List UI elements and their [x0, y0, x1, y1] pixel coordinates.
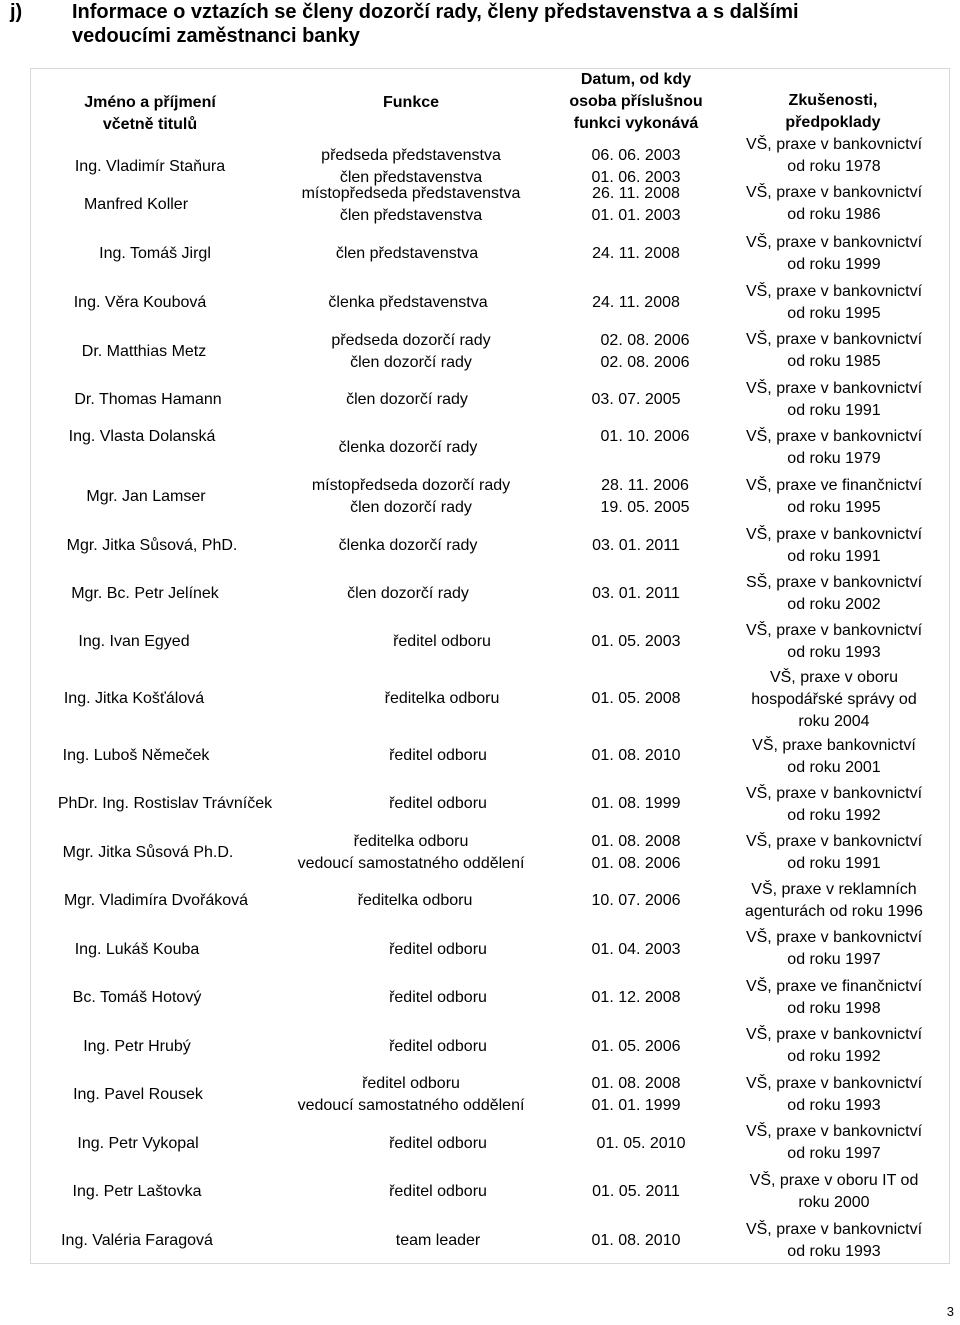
- experience-line: od roku 1997: [787, 1145, 881, 1162]
- row-function: ředitel odboru: [389, 989, 487, 1006]
- experience-line: od roku 1979: [787, 450, 881, 467]
- row-function: člen dozorčí rady: [347, 585, 469, 602]
- experience-line: VŠ, praxe v bankovnictví: [745, 428, 923, 445]
- row-name: Ing. Petr Laštovka: [72, 1183, 202, 1200]
- row-function: členka dozorčí rady: [338, 439, 478, 456]
- experience-line: od roku 1993: [787, 1097, 881, 1114]
- row-date: 01. 12. 2008: [591, 989, 681, 1006]
- row-function: předseda dozorčí rady: [331, 332, 491, 349]
- row-date: 03. 01. 2011: [592, 585, 680, 602]
- row-date: 26. 11. 2008: [592, 185, 680, 202]
- row-date: 03. 01. 2011: [592, 537, 680, 554]
- row-date-secondary: 01. 06. 2003: [591, 169, 681, 186]
- row-function: ředitelka odboru: [357, 892, 473, 909]
- row-function-secondary: člen představenstva: [339, 207, 483, 224]
- experience-line: VŠ, praxe v bankovnictví: [745, 184, 923, 201]
- experience-line: VŠ, praxe ve finančnictví: [745, 978, 923, 995]
- experience-line: VŠ, praxe v bankovnictví: [745, 1221, 923, 1238]
- section-heading-line1: Informace o vztazích se členy dozorčí rady, členy představenstva a s dalšími: [72, 1, 799, 23]
- row-date: 01. 08. 2008: [591, 1075, 681, 1092]
- row-name: Manfred Koller: [83, 196, 189, 213]
- row-date: 06. 06. 2003: [591, 147, 681, 164]
- experience-line: od roku 1991: [787, 402, 881, 419]
- row-date: 01. 05. 2010: [596, 1135, 686, 1152]
- row-date: 10. 07. 2006: [591, 892, 681, 909]
- experience-line: od roku 1985: [787, 353, 881, 370]
- row-name: Ing. Petr Vykopal: [77, 1135, 199, 1152]
- row-name: PhDr. Ing. Rostislav Trávníček: [57, 795, 273, 812]
- row-name: Mgr. Jitka Sůsová Ph.D.: [62, 844, 234, 861]
- header-experience-line2: předpoklady: [785, 114, 881, 131]
- experience-line: VŠ, praxe v oboru IT od: [749, 1172, 919, 1189]
- experience-line: VŠ, praxe v bankovnictví: [745, 1026, 923, 1043]
- row-date: 01. 08. 2010: [591, 1232, 681, 1249]
- experience-line: VŠ, praxe v bankovnictví: [745, 331, 923, 348]
- header-date-line3: funkci vykonává: [573, 115, 699, 132]
- row-date: 02. 08. 2006: [600, 332, 690, 349]
- row-function: ředitel odboru: [362, 1075, 460, 1092]
- row-function-secondary: člen dozorčí rady: [350, 499, 472, 516]
- row-function: team leader: [395, 1232, 481, 1249]
- experience-line: VŠ, praxe v bankovnictví: [745, 1123, 923, 1140]
- experience-line: agenturách od roku 1996: [745, 903, 923, 920]
- row-date: 01. 05. 2011: [592, 1183, 680, 1200]
- experience-line: od roku 1991: [787, 855, 881, 872]
- experience-line: od roku 1992: [787, 807, 881, 824]
- header-date-line1: Datum, od kdy: [580, 71, 692, 88]
- row-function: předseda představenstva: [321, 147, 501, 164]
- experience-line: od roku 1991: [787, 548, 881, 565]
- row-function-secondary: člen dozorčí rady: [350, 354, 472, 371]
- row-name: Bc. Tomáš Hotový: [72, 989, 202, 1006]
- row-function: ředitelka odboru: [353, 833, 469, 850]
- row-name: Ing. Ivan Egyed: [78, 633, 190, 650]
- header-date: [569, 69, 702, 135]
- row-function-secondary: člen představenstva: [339, 169, 483, 186]
- row-name: Ing. Tomáš Jirgl: [99, 245, 211, 262]
- row-name: Ing. Věra Koubová: [73, 294, 207, 311]
- row-date: 03. 07. 2005: [591, 391, 681, 408]
- experience-line: od roku 1999: [787, 256, 881, 273]
- row-date: 24. 11. 2008: [592, 294, 680, 311]
- experience-line: roku 2004: [798, 713, 870, 730]
- experience-line: VŠ, praxe v oboru: [769, 669, 899, 686]
- experience-line: VŠ, praxe v bankovnictví: [745, 622, 923, 639]
- row-name: Mgr. Jitka Sůsová, PhD.: [66, 537, 238, 554]
- row-name: Mgr. Jan Lamser: [86, 488, 206, 505]
- row-function: člen dozorčí rady: [346, 391, 468, 408]
- experience-line: od roku 1995: [787, 305, 881, 322]
- header-name-line2: včetně titulů: [102, 116, 198, 133]
- experience-line: od roku 2002: [787, 596, 881, 613]
- header-experience-line1: Zkušenosti,: [788, 92, 878, 109]
- experience-line: od roku 1986: [787, 206, 881, 223]
- experience-line: od roku 1998: [787, 1000, 881, 1017]
- experience-line: VŠ, praxe v bankovnictví: [745, 234, 923, 251]
- experience-line: od roku 1992: [787, 1048, 881, 1065]
- row-name: Dr. Matthias Metz: [81, 343, 207, 360]
- row-date-secondary: 02. 08. 2006: [600, 354, 690, 371]
- row-name: Ing. Petr Hrubý: [83, 1038, 191, 1055]
- experience-line: od roku 2001: [787, 759, 881, 776]
- header-name-line1: Jméno a příjmení: [84, 94, 216, 111]
- row-name: Ing. Pavel Rousek: [73, 1086, 203, 1103]
- experience-line: VŠ, praxe v bankovnictví: [745, 785, 923, 802]
- row-name: Ing. Vladimír Staňura: [74, 158, 226, 175]
- experience-line: VŠ, praxe bankovnictví: [752, 737, 916, 754]
- experience-line: VŠ, praxe v bankovnictví: [745, 1075, 923, 1092]
- experience-line: SŠ, praxe v bankovnictví: [745, 574, 923, 591]
- row-name: Ing. Lukáš Kouba: [74, 941, 200, 958]
- section-heading-line2: vedoucími zaměstnanci banky: [72, 25, 360, 47]
- row-function: členka dozorčí rady: [338, 537, 478, 554]
- row-name: Mgr. Bc. Petr Jelínek: [71, 585, 219, 602]
- row-function: člen představenstva: [335, 245, 479, 262]
- row-function: ředitel odboru: [389, 795, 487, 812]
- row-function: místopředseda dozorčí rady: [311, 477, 511, 494]
- header-name: [84, 92, 216, 136]
- experience-line: VŠ, praxe v bankovnictví: [745, 136, 923, 153]
- row-function: ředitelka odboru: [384, 690, 500, 707]
- experience-line: od roku 1978: [787, 158, 881, 175]
- row-function: ředitel odboru: [389, 1135, 487, 1152]
- experience-line: VŠ, praxe v bankovnictví: [745, 526, 923, 543]
- row-function-secondary: vedoucí samostatného oddělení: [297, 1097, 525, 1114]
- row-function: ředitel odboru: [389, 747, 487, 764]
- experience-line: roku 2000: [798, 1194, 870, 1211]
- experience-line: VŠ, praxe v bankovnictví: [745, 833, 923, 850]
- row-date: 01. 05. 2006: [591, 1038, 681, 1055]
- header-experience: [785, 90, 880, 134]
- row-date-secondary: 01. 01. 1999: [591, 1097, 681, 1114]
- row-date-secondary: 01. 01. 2003: [591, 207, 681, 224]
- row-date: 01. 08. 2008: [591, 833, 681, 850]
- experience-line: od roku 1997: [787, 951, 881, 968]
- row-date: 01. 04. 2003: [591, 941, 681, 958]
- experience-line: od roku 1995: [787, 499, 881, 516]
- row-date-secondary: 19. 05. 2005: [600, 499, 690, 516]
- row-date: 01. 10. 2006: [600, 428, 690, 445]
- experience-line: od roku 1993: [787, 1243, 881, 1260]
- row-function: členka představenstva: [328, 294, 488, 311]
- row-date: 28. 11. 2006: [601, 477, 689, 494]
- header-date-line2: osoba příslušnou: [569, 93, 703, 110]
- row-name: Ing. Valéria Faragová: [61, 1232, 213, 1249]
- row-function: místopředseda představenstva: [301, 185, 521, 202]
- row-date-secondary: 01. 08. 2006: [591, 855, 681, 872]
- row-date: 01. 05. 2003: [591, 633, 681, 650]
- page-number: 3: [946, 1304, 954, 1319]
- row-function: ředitel odboru: [389, 941, 487, 958]
- row-name: Ing. Luboš Němeček: [62, 747, 210, 764]
- experience-line: hospodářské správy od: [751, 691, 917, 708]
- row-name: Dr. Thomas Hamann: [74, 391, 222, 408]
- row-function-secondary: vedoucí samostatného oddělení: [297, 855, 525, 872]
- row-name: Mgr. Vladimíra Dvořáková: [63, 892, 249, 909]
- row-date: 01. 08. 1999: [591, 795, 681, 812]
- header-function: Funkce: [382, 94, 440, 111]
- experience-line: VŠ, praxe v bankovnictví: [745, 929, 923, 946]
- experience-line: VŠ, praxe ve finančnictví: [745, 477, 923, 494]
- section-heading: [72, 0, 799, 48]
- experience-line: od roku 1993: [787, 644, 881, 661]
- row-function: ředitel odboru: [393, 633, 491, 650]
- row-function: ředitel odboru: [389, 1038, 487, 1055]
- row-name: Ing. Vlasta Dolanská: [68, 428, 216, 445]
- row-function: ředitel odboru: [389, 1183, 487, 1200]
- row-date: 24. 11. 2008: [592, 245, 680, 262]
- row-date: 01. 05. 2008: [591, 690, 681, 707]
- experience-line: VŠ, praxe v reklamních: [751, 881, 917, 898]
- experience-line: VŠ, praxe v bankovnictví: [745, 380, 923, 397]
- row-date: 01. 08. 2010: [591, 747, 681, 764]
- row-name: Ing. Jitka Košťálová: [63, 690, 205, 707]
- section-heading-letter: j): [10, 1, 23, 23]
- experience-line: VŠ, praxe v bankovnictví: [745, 283, 923, 300]
